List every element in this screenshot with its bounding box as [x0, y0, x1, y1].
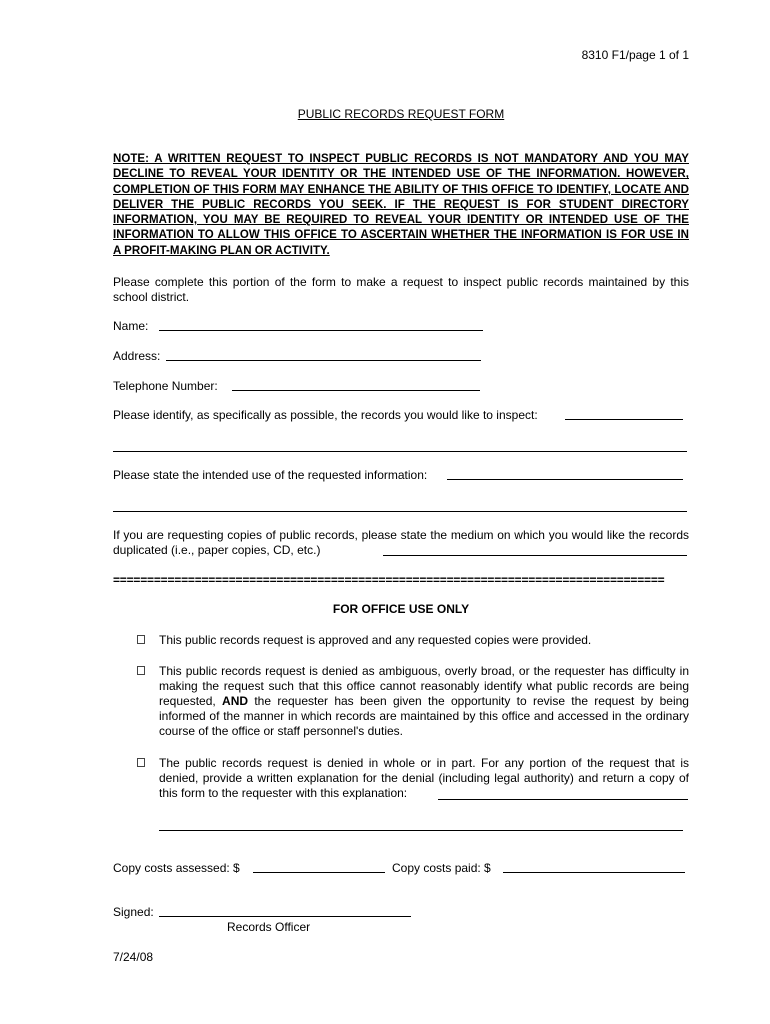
denied-ambiguous-and: AND	[222, 694, 249, 708]
copy-costs-paid-field[interactable]	[392, 861, 491, 876]
form-title: PUBLIC RECORDS REQUEST FORM	[297, 107, 505, 121]
copy-costs-assessed-blank[interactable]	[253, 872, 385, 873]
notice-paragraph: NOTE: A WRITTEN REQUEST TO INSPECT PUBLIC RECORDS IS NOT MANDATORY AND YOU MAY DECLINE TO REVEAL YOUR IDENTITY OR THE INTENDED USE OF THE INFORMATION. HOWEVER, COMPLETION OF THIS FORM MAY ENHANCE THE ABILITY OF THIS OFFICE TO IDENTIFY, LOCATE AND DELIVER THE PUBLIC RECORDS YOU SEEK. IF THE REQUEST IS FOR STUDENT DIRECTORY INFORMATION, YOU MAY BE REQUIRED TO REVEAL YOUR IDENTITY OR INTENDED USE OF THE INFORMATION TO ALLOW THIS OFFICE TO ASCERTAIN WHETHER THE INFORMATION IS FOR USE IN A PROFIT-MAKING PLAN OR ACTIVITY.	[113, 153, 689, 257]
name-label: Name:	[113, 319, 149, 333]
denied-whole-checkbox[interactable]	[137, 758, 145, 767]
approved-text: This public records request is approved and any requested copies were provided.	[159, 633, 592, 647]
page-number: 8310 F1/page 1 of 1	[581, 48, 689, 62]
copies-field[interactable]	[113, 528, 689, 558]
telephone-label: Telephone Number:	[113, 379, 218, 393]
form-date: 7/24/08	[113, 950, 154, 964]
intended-use-field[interactable]	[113, 468, 427, 483]
name-field[interactable]	[113, 319, 148, 334]
denied-ambiguous-checkbox[interactable]	[137, 666, 145, 675]
separator-line: =================================================================================	[113, 573, 665, 587]
intended-use-blank-2[interactable]	[113, 511, 687, 512]
address-blank[interactable]	[166, 360, 481, 361]
address-field[interactable]	[113, 349, 160, 364]
records-label: Please identify, as specifically as possible, the records you would like to inspect:	[113, 408, 538, 422]
copy-costs-assessed-label: Copy costs assessed: $	[113, 861, 240, 875]
intro-paragraph: Please complete this portion of the form to make a request to inspect public records maintained by this school district.	[113, 275, 689, 304]
records-field[interactable]	[113, 408, 538, 423]
signed-label: Signed:	[113, 905, 154, 919]
address-label: Address:	[113, 349, 161, 363]
explanation-blank-1[interactable]	[438, 799, 688, 800]
copy-costs-paid-label: Copy costs paid: $	[392, 861, 491, 875]
copy-costs-paid-blank[interactable]	[503, 872, 685, 873]
signature-blank[interactable]	[159, 916, 411, 917]
denied-ambiguous-text	[159, 664, 689, 739]
office-use-title: FOR OFFICE USE ONLY	[332, 602, 470, 616]
copies-blank[interactable]	[383, 555, 687, 556]
signed-field[interactable]	[113, 905, 154, 920]
denied-ambiguous-text-part2: the requester has been given the opportunity to revise the request by being informed of the manner in which records are maintained by this office and accessed in the ordinary course of the office or staff personnel's duties.	[159, 694, 689, 738]
intended-use-label: Please state the intended use of the requested information:	[113, 468, 428, 482]
name-blank[interactable]	[159, 330, 483, 331]
denied-whole-text: The public records request is denied in whole or in part. For any portion of the request that is denied, provide a written explanation for the denial (including legal authority) and return a copy of this form to the requester with this explanation:	[159, 756, 689, 800]
explanation-blank-2[interactable]	[159, 830, 683, 831]
copy-costs-assessed-field[interactable]	[113, 861, 240, 876]
telephone-blank[interactable]	[232, 390, 480, 391]
telephone-field[interactable]	[113, 379, 218, 394]
approved-checkbox[interactable]	[137, 635, 145, 644]
copies-label: If you are requesting copies of public records, please state the medium on which you would like the records duplicated (i.e., paper copies, CD, etc.)	[113, 528, 689, 557]
records-officer-label: Records Officer	[227, 920, 311, 934]
records-blank-1[interactable]	[565, 419, 683, 420]
denied-ambiguous-text-part1: This public records request is denied as ambiguous, overly broad, or the requester has difficulty in making the request such that this office cannot reasonably identify what public records are being requested,	[159, 664, 689, 708]
intended-use-blank-1[interactable]	[447, 479, 683, 480]
records-blank-2[interactable]	[113, 451, 687, 452]
